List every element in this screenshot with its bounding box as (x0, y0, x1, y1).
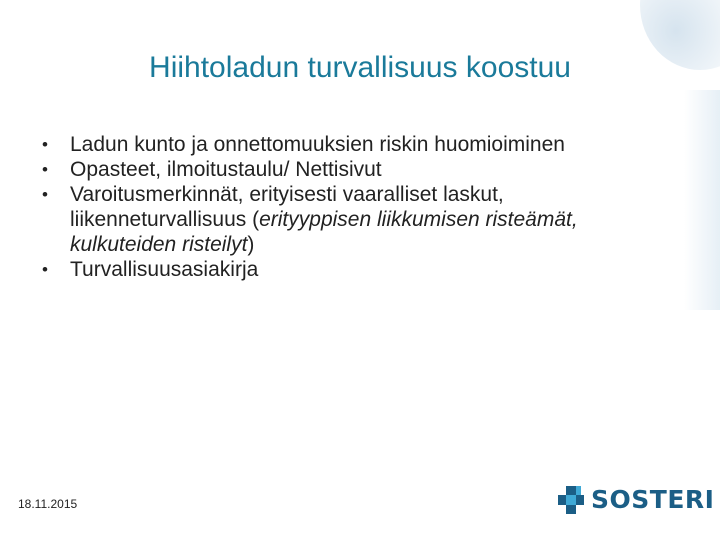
bullet-item (36, 157, 676, 182)
bullet-text: ) (247, 233, 255, 256)
bullet-item (36, 257, 676, 282)
bullet-text-italic: erityyppisen liikkumisen risteämät, kulkuteiden risteilyt (70, 208, 578, 256)
bullet-dot: • (42, 135, 48, 154)
bullet-text: Varoitusmerkinnät, erityisesti vaaralliset laskut, liikenneturvallisuus ( (70, 183, 504, 231)
cross-logo-icon (557, 485, 585, 515)
bullet-text: Opasteet, ilmoitustaulu/ Nettisivut (70, 158, 382, 181)
bullet-text: Turvallisuusasiakirja (70, 258, 259, 281)
bullet-item (36, 132, 676, 157)
bullet-dot: • (42, 185, 48, 204)
logo-text: SOSTERI (591, 485, 715, 514)
slide-date: 18.11.2015 (18, 497, 78, 511)
bullet-list (36, 132, 676, 282)
slide-title: Hiihtoladun turvallisuus koostuu (149, 51, 571, 84)
bullet-dot: • (42, 260, 48, 279)
bullet-dot: • (42, 160, 48, 179)
bullet-item (36, 182, 676, 257)
sosteri-logo (557, 484, 714, 516)
bullet-text: Ladun kunto ja onnettomuuksien riskin huomioiminen (70, 133, 565, 156)
edge-decoration (684, 90, 720, 310)
